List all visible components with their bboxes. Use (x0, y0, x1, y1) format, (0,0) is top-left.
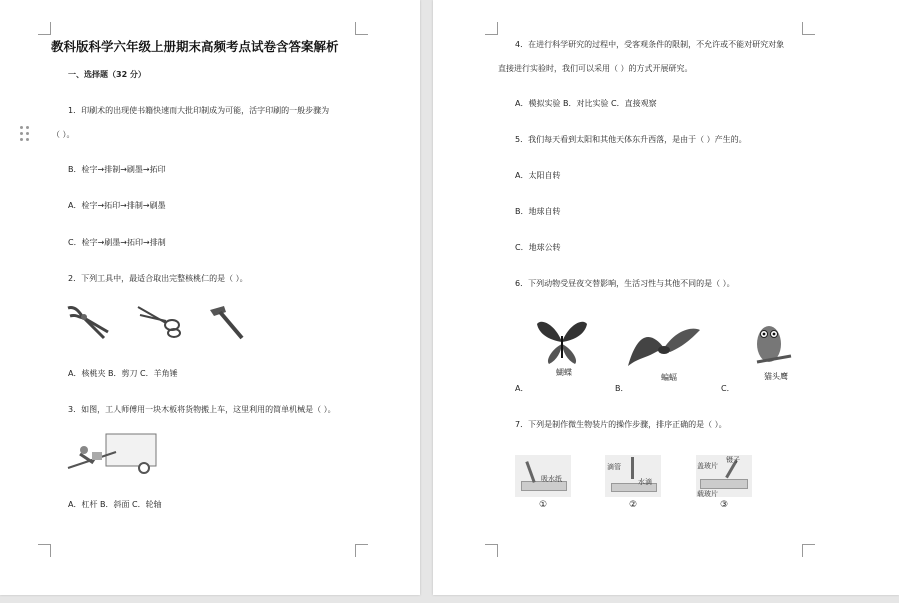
bat-caption: 蝙蝠 (661, 373, 677, 382)
q4-options: A．模拟实验 B．对比实验 C．直接观察 (515, 99, 657, 108)
crop-mark (355, 544, 368, 557)
q1-stem: 1．印刷术的出现使书籍快速而大批印制成为可能，活字印刷的一般步骤为 (68, 106, 330, 115)
crop-mark (485, 544, 498, 557)
q1-option-b: B．检字→排制→刷墨→拓印 (68, 165, 166, 174)
q1-option-c: C．检字→刷墨→拓印→排制 (68, 238, 166, 247)
crop-mark (38, 544, 51, 557)
step-3-label-slide: 载玻片 (697, 490, 718, 498)
step-3-number: ③ (720, 500, 729, 510)
q6-option-b: B． (615, 384, 629, 393)
crop-mark (802, 544, 815, 557)
q5-option-b: B．地球自转 (515, 207, 561, 216)
butterfly-icon (535, 318, 589, 366)
document-title: 教科版科学六年级上册期末高频考点试卷含答案解析 (51, 39, 339, 54)
q2-options: A．核桃夹 B．剪刀 C．羊角锤 (68, 369, 178, 378)
q5-stem: 5．我们每天看到太阳和其他天体东升西落，是由于（ ）产生的。 (515, 135, 747, 144)
q3-options: A．杠杆 B．斜面 C．轮轴 (68, 500, 162, 509)
q5-option-c: C．地球公转 (515, 243, 561, 252)
owl-caption: 猫头鹰 (764, 372, 788, 381)
page-left (0, 0, 420, 595)
claw-hammer-icon (206, 302, 248, 342)
q4-stem: 4．在进行科学研究的过程中，受客观条件的限制，不允许或不能对研究对象 (515, 40, 785, 49)
crop-mark (355, 22, 368, 35)
crop-mark (802, 22, 815, 35)
drag-handle-icon[interactable] (20, 126, 30, 142)
scissors-icon (134, 303, 184, 339)
q2-stem: 2．下列工具中，最适合取出完整核桃仁的是（ ）。 (68, 274, 248, 283)
q6-option-c: C． (721, 384, 735, 393)
bat-icon (626, 322, 702, 368)
q6-option-a: A． (515, 384, 529, 393)
q7-stem: 7．下列是制作微生物装片的操作步骤，排序正确的是（ ）。 (515, 420, 727, 429)
q1-stem-cont: （ ）。 (52, 130, 75, 139)
worker-ramp-image (66, 432, 158, 474)
step-1-label: 吸水纸 (541, 475, 562, 483)
q3-stem: 3．如图，工人师傅用一块木板将货物搬上车，这里利用的简单机械是（ ）。 (68, 405, 336, 414)
crop-mark (485, 22, 498, 35)
step-2-label-drop: 水滴 (638, 478, 652, 486)
step-3-label-tweezers: 镊子 (726, 456, 740, 464)
nutcracker-icon (64, 302, 112, 342)
page-right (433, 0, 899, 595)
q4-stem-cont: 直接进行实验时，我们可以采用（ ）的方式开展研究。 (498, 64, 693, 73)
step-1-number: ① (539, 500, 548, 510)
crop-mark (38, 22, 51, 35)
step-2-number: ② (629, 500, 638, 510)
q5-option-a: A．太阳自转 (515, 171, 561, 180)
butterfly-caption: 蝴蝶 (556, 368, 572, 377)
q1-option-a: A．检字→拓印→排制→刷墨 (68, 201, 166, 210)
step-2-label-dropper: 滴管 (607, 463, 621, 471)
owl-icon (751, 318, 793, 368)
section-heading: 一、选择题（32 分） (68, 70, 146, 79)
q6-stem: 6．下列动物受昼夜交替影响，生活习性与其他不同的是（ ）。 (515, 279, 735, 288)
step-3-label-cover: 盖玻片 (697, 462, 718, 470)
